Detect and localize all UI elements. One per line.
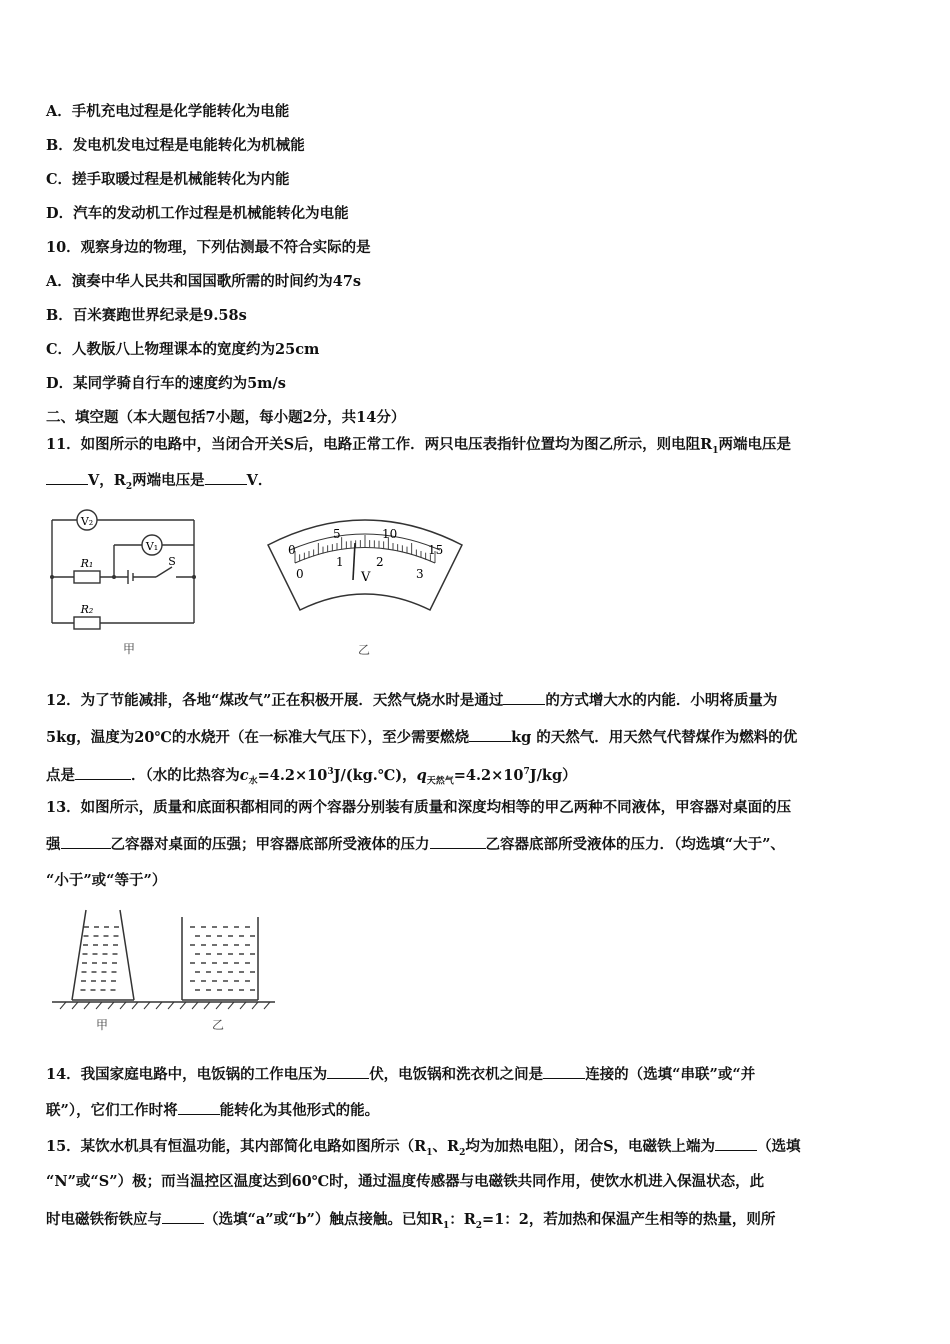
answer-blank[interactable] <box>205 470 247 485</box>
q13-line2: 强 乙容器对桌面的压强；甲容器底部所受液体的压力 乙容器底部所受液体的压力．（均选填“大于”、 <box>46 836 785 853</box>
q13-line1: 13．如图所示，质量和底面积都相同的两个容器分别装有质量和深度均相等的甲乙两种不同液体，甲容器对桌面的压 <box>46 799 792 816</box>
q12-line2: 5kg，温度为20℃的水烧开（在一标准大气压下），至少需要燃烧 kg 的天然气．用天然气代替煤作为燃料的优 <box>46 729 798 746</box>
bottom-tick-3: 3 <box>416 567 424 581</box>
caption-jia-container: 甲 <box>95 1018 109 1032</box>
q15-line1: 15．某饮水机具有恒温功能，其内部简化电路如图所示（$R_1$、$R_2$均为加热电阻），闭合S，电磁铁上端为 （选填 <box>46 1138 801 1158</box>
answer-blank[interactable] <box>715 1136 757 1151</box>
answer-blank[interactable] <box>46 470 88 485</box>
q11-line1: 11．如图所示的电路中，当闭合开关S后，电路正常工作．两只电压表指针位置均为图乙所示，则电阻$R_1$两端电压是 <box>46 436 791 456</box>
answer-blank[interactable] <box>178 1100 220 1115</box>
q10-option-a: A．演奏中华人民共和国国歌所需的时间约为47s <box>46 273 362 290</box>
q14-line2: 联”），它们工作时将 能转化为其他形式的能。 <box>46 1102 380 1119</box>
caption-yi-container: 乙 <box>211 1018 225 1032</box>
r2-label: R₂ <box>80 603 94 616</box>
answer-blank[interactable] <box>162 1209 204 1224</box>
v2-label: V₂ <box>80 515 94 528</box>
answer-blank[interactable] <box>61 834 111 849</box>
answer-blank[interactable] <box>543 1064 585 1079</box>
bottom-tick-1: 1 <box>336 555 344 569</box>
bottom-tick-0: 0 <box>296 567 304 581</box>
answer-blank[interactable] <box>503 690 545 705</box>
q11-line2: V，$R_2$两端电压是 V． <box>46 470 272 497</box>
q14-line1: 14．我国家庭电路中，电饭锅的工作电压为 伏，电饭锅和洗衣机之间是 连接的（选填“串联”或“并 <box>46 1066 756 1083</box>
caption-jia: 甲 <box>122 642 136 656</box>
q10-option-d: D．某同学骑自行车的速度约为5m/s <box>46 375 286 392</box>
section-heading: 二、填空题（本大题包括7小题，每小题2分，共14分） <box>46 409 406 426</box>
q10-option-b: B．百米赛跑世界纪录是9.58s <box>46 307 247 324</box>
q15-line2: “N”或“S”）极；而当温控区温度达到60℃时，通过温度传感器与电磁铁共同作用，使饮水机进入保温状态，此 <box>46 1173 765 1190</box>
q9-option-c: C．搓手取暖过程是机械能转化为内能 <box>46 171 290 188</box>
unit-label: V <box>361 570 371 585</box>
top-tick-10: 10 <box>382 527 398 541</box>
answer-blank[interactable] <box>469 727 511 742</box>
q15-line3: 时电磁铁衔铁应与 （选填“a”或“b”）触点接触。已知$R_1$：$R_2=1$：2，若加热和保温产生相等的热量，则所 <box>46 1211 776 1231</box>
r1-label: R₁ <box>80 557 94 570</box>
q10-option-c: C．人教版八上物理课本的宽度约为25cm <box>46 341 320 358</box>
caption-yi: 乙 <box>357 643 371 657</box>
q9-option-a: A．手机充电过程是化学能转化为电能 <box>46 103 290 120</box>
answer-blank[interactable] <box>75 765 131 780</box>
top-tick-15: 15 <box>428 543 444 557</box>
q9-option-d: D．汽车的发动机工作过程是机械能转化为电能 <box>46 205 349 222</box>
answer-blank[interactable] <box>327 1064 369 1079</box>
q9-option-b: B．发电机发电过程是电能转化为机械能 <box>46 137 305 154</box>
v1-label: V₁ <box>145 540 159 553</box>
answer-blank[interactable] <box>430 834 486 849</box>
q12-line1: 12．为了节能减排，各地“煤改气”正在积极开展．天然气烧水时是通过 的方式增大水的内能．小明将质量为 <box>46 692 778 709</box>
top-tick-5: 5 <box>333 527 341 541</box>
circuit-diagram-jia <box>44 505 204 660</box>
voltmeter-dial-yi <box>260 510 470 660</box>
top-tick-0: 0 <box>288 543 296 557</box>
switch-label: S <box>168 555 176 568</box>
q13-line3: “小于”或“等于”） <box>46 872 167 889</box>
containers-figure <box>50 905 280 1035</box>
q10-stem: 10．观察身边的物理，下列估测最不符合实际的是 <box>46 239 371 256</box>
bottom-tick-2: 2 <box>376 555 384 569</box>
q12-line3: 点是 ．（水的比热容为$c_水=4.2\times 10^3J/(kg.℃)$，$q_{天然气}=4.2\times 10^7J/kg$） <box>46 766 577 787</box>
